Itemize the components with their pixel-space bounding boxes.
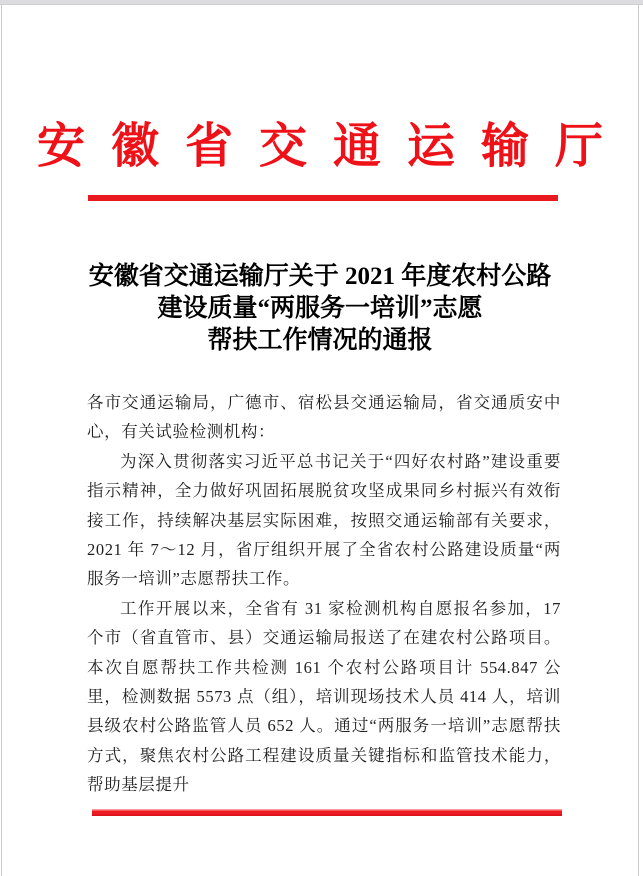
document-title-line-3: 帮扶工作情况的通报 xyxy=(207,327,433,354)
document-title-line-2: 建设质量“两服务一培训”志愿 xyxy=(157,295,483,322)
salutation-line: 各市交通运输局，广德市、宿松县交通运输局，省交通质安中心，有关试验检测机构： xyxy=(87,393,561,442)
document-title-line-1: 安徽省交通运输厅关于 2021 年度农村公路 xyxy=(88,263,552,290)
document-body xyxy=(87,388,561,800)
letterhead-double-rule xyxy=(88,195,558,201)
page-right-edge xyxy=(638,5,639,876)
footer-red-rule xyxy=(92,809,562,816)
letterhead-title: 安 徽 省 交 通 运 输 厅 xyxy=(36,120,610,173)
body-paragraph-1: 为深入贯彻落实习近平总书记关于“四好农村路”建设重要指示精神，全力做好巩固拓展脱贫攻坚成果同乡村振兴有效衔接工作，持续解决基层实际困难，按照交通运输部有关要求，2021 年 7～12 月，省厅组织开展了全省农村公路建设质量“两服务一培训”志愿帮扶工作。 xyxy=(87,451,561,589)
document-title xyxy=(2,261,638,357)
body-paragraph-2: 工作开展以来，全省有 31 家检测机构自愿报名参加，17 个市（省直管市、县）交通运输局报送了在建农村公路项目。本次自愿帮扶工作共检测 161 个农村公路项目计 554.847 公里，检测数据 5573 点（组），培训现场技术人员 414 人，培训县级农村公路监管人员 652 人。通过“两服务一培训”志愿帮扶方式，聚焦农村公路工程建设质量关键指标和监管技术能力，帮助基层提升 xyxy=(87,598,561,795)
page-top-edge xyxy=(0,0,643,5)
document-page xyxy=(2,6,638,876)
